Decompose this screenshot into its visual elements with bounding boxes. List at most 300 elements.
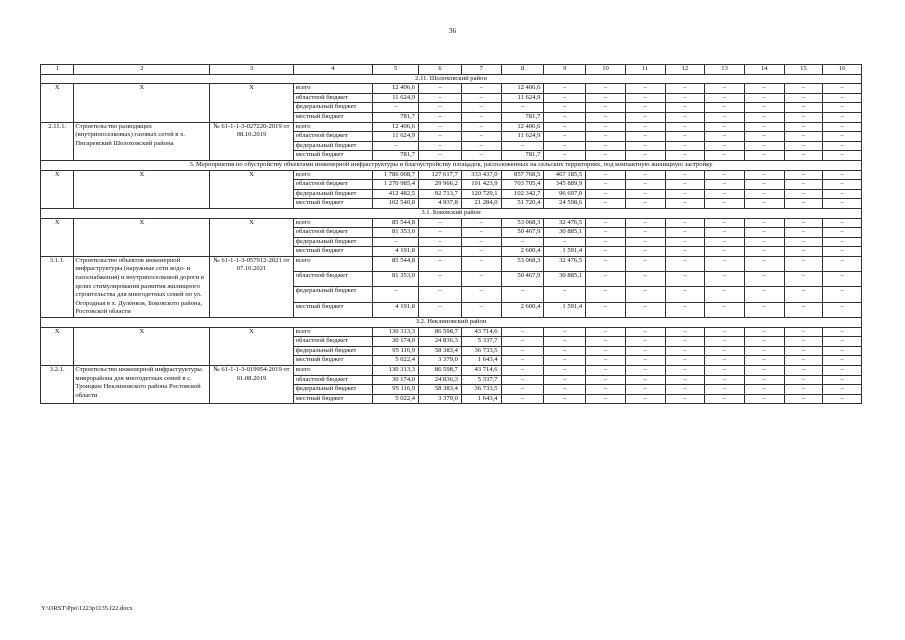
budget-value-cell: – xyxy=(586,394,626,404)
budget-value-cell: 24 836,3 xyxy=(419,337,462,347)
budget-value-cell: – xyxy=(823,180,862,190)
budget-value-cell: – xyxy=(705,84,745,94)
column-number-cell: 8 xyxy=(501,65,544,75)
budget-value-cell: – xyxy=(419,247,462,257)
budget-value-cell: – xyxy=(823,93,862,103)
budget-value-cell: – xyxy=(665,141,705,151)
budget-value-cell: – xyxy=(419,256,462,271)
budget-value-cell: – xyxy=(544,84,586,94)
budget-source-label: всего xyxy=(293,170,372,180)
budget-value-cell: – xyxy=(586,302,626,317)
item-description-cell: Х xyxy=(74,327,210,365)
budget-value-cell: – xyxy=(744,337,784,347)
budget-value-cell: – xyxy=(705,385,745,395)
item-number-cell: Х xyxy=(41,84,74,122)
budget-value-cell: – xyxy=(705,141,745,151)
budget-value-cell: – xyxy=(744,385,784,395)
budget-value-cell: – xyxy=(823,337,862,347)
column-number-cell: 6 xyxy=(419,65,462,75)
budget-value-cell: – xyxy=(544,141,586,151)
item-description-cell: Строительство объектов инженерной инфраструктуры (наружные сети водо- и газоснабжения) и внутрипоселковой дороги в целях стимулирования развития жилищного строительства для многодетных семей по ул. Огородная в х. Дуленков, Боковского района, Ростовской области xyxy=(74,256,210,317)
budget-value-cell: – xyxy=(823,272,862,287)
item-number-cell: Х xyxy=(41,170,74,208)
budget-value-cell: – xyxy=(705,132,745,142)
budget-value-cell: – xyxy=(784,366,823,376)
budget-value-cell: – xyxy=(544,93,586,103)
budget-value-cell: – xyxy=(784,256,823,271)
table-row xyxy=(41,366,862,376)
budget-value-cell: – xyxy=(501,385,544,395)
budget-value-cell: – xyxy=(784,272,823,287)
budget-value-cell: – xyxy=(461,272,501,287)
budget-value-cell: – xyxy=(744,237,784,247)
budget-value-cell: – xyxy=(823,302,862,317)
budget-value-cell: – xyxy=(744,375,784,385)
budget-value-cell: – xyxy=(784,346,823,356)
budget-value-cell: – xyxy=(544,356,586,366)
budget-value-cell: – xyxy=(544,366,586,376)
budget-value-cell: – xyxy=(544,122,586,132)
budget-value-cell: – xyxy=(461,256,501,271)
budget-value-cell: – xyxy=(544,327,586,337)
budget-value-cell: – xyxy=(705,287,745,302)
budget-source-label: областной бюджет xyxy=(293,132,372,142)
budget-value-cell: – xyxy=(823,287,862,302)
column-number-cell: 2 xyxy=(74,65,210,75)
budget-value-cell: 1 786 008,7 xyxy=(373,170,419,180)
budget-value-cell: – xyxy=(625,218,665,228)
budget-value-cell: – xyxy=(625,272,665,287)
budget-value-cell: – xyxy=(744,256,784,271)
budget-source-label: всего xyxy=(293,84,372,94)
budget-value-cell: 11 624,9 xyxy=(501,93,544,103)
budget-value-cell: – xyxy=(625,237,665,247)
budget-value-cell: – xyxy=(419,237,462,247)
budget-value-cell: 857 768,5 xyxy=(501,170,544,180)
budget-value-cell: – xyxy=(544,151,586,161)
budget-value-cell: – xyxy=(665,272,705,287)
table-row xyxy=(41,170,862,180)
budget-value-cell: – xyxy=(665,287,705,302)
budget-value-cell: – xyxy=(419,93,462,103)
budget-source-label: местный бюджет xyxy=(293,356,372,366)
budget-value-cell: 81 353,0 xyxy=(373,228,419,238)
budget-value-cell: – xyxy=(625,103,665,113)
budget-value-cell: – xyxy=(744,84,784,94)
budget-value-cell: – xyxy=(461,218,501,228)
budget-value-cell: – xyxy=(586,141,626,151)
column-number-cell: 9 xyxy=(544,65,586,75)
budget-value-cell: 11 624,9 xyxy=(373,93,419,103)
budget-value-cell: 130 313,3 xyxy=(373,327,419,337)
column-number-row xyxy=(41,65,862,75)
budget-value-cell: 24 598,6 xyxy=(544,199,586,209)
budget-value-cell: – xyxy=(419,122,462,132)
budget-value-cell: – xyxy=(625,385,665,395)
budget-value-cell: – xyxy=(419,218,462,228)
budget-value-cell: 127 617,7 xyxy=(419,170,462,180)
budget-value-cell: – xyxy=(665,346,705,356)
section-title-row xyxy=(41,160,862,170)
budget-value-cell: – xyxy=(744,394,784,404)
budget-value-cell: – xyxy=(501,375,544,385)
budget-value-cell: – xyxy=(784,199,823,209)
budget-value-cell: – xyxy=(419,103,462,113)
budget-value-cell: 43 714,6 xyxy=(461,366,501,376)
budget-value-cell: – xyxy=(461,112,501,122)
program-funding-table xyxy=(40,64,862,404)
budget-value-cell: – xyxy=(744,93,784,103)
budget-value-cell: 1 270 985,4 xyxy=(373,180,419,190)
budget-value-cell: – xyxy=(544,375,586,385)
budget-value-cell: – xyxy=(586,287,626,302)
budget-value-cell: – xyxy=(705,122,745,132)
item-description-cell: Строительство разводящих (внутрипоселковых) газовых сетей в х. Пигаревский Шолоховский района xyxy=(74,122,210,160)
budget-value-cell: – xyxy=(586,385,626,395)
section-title-row xyxy=(41,318,862,328)
budget-value-cell: 120 729,1 xyxy=(461,189,501,199)
budget-value-cell: – xyxy=(705,199,745,209)
budget-value-cell: 703 705,4 xyxy=(501,180,544,190)
budget-value-cell: – xyxy=(665,337,705,347)
budget-value-cell: – xyxy=(744,141,784,151)
budget-value-cell: – xyxy=(586,112,626,122)
budget-value-cell: 58 383,4 xyxy=(419,346,462,356)
column-number-cell: 15 xyxy=(784,65,823,75)
budget-value-cell: 32 476,5 xyxy=(544,256,586,271)
budget-value-cell: – xyxy=(544,112,586,122)
budget-value-cell: – xyxy=(419,287,462,302)
budget-value-cell: – xyxy=(744,272,784,287)
item-number-cell: Х xyxy=(41,327,74,365)
budget-value-cell: – xyxy=(461,141,501,151)
budget-value-cell: – xyxy=(419,228,462,238)
budget-value-cell: – xyxy=(705,189,745,199)
budget-value-cell: – xyxy=(625,287,665,302)
budget-value-cell: – xyxy=(625,199,665,209)
budget-value-cell: – xyxy=(784,112,823,122)
budget-value-cell: 1 591,4 xyxy=(544,302,586,317)
budget-value-cell: – xyxy=(744,356,784,366)
budget-value-cell: – xyxy=(665,385,705,395)
budget-value-cell: 781,7 xyxy=(501,151,544,161)
budget-value-cell: 36 733,5 xyxy=(461,385,501,395)
budget-value-cell: – xyxy=(586,84,626,94)
budget-value-cell: – xyxy=(823,327,862,337)
budget-value-cell: – xyxy=(665,103,705,113)
budget-value-cell: – xyxy=(665,218,705,228)
budget-value-cell: – xyxy=(665,84,705,94)
budget-value-cell: – xyxy=(823,122,862,132)
budget-value-cell: – xyxy=(544,237,586,247)
budget-value-cell: – xyxy=(744,228,784,238)
budget-value-cell: – xyxy=(544,103,586,113)
budget-value-cell: – xyxy=(373,287,419,302)
budget-source-label: всего xyxy=(293,122,372,132)
budget-value-cell: – xyxy=(705,228,745,238)
budget-value-cell: – xyxy=(823,141,862,151)
budget-value-cell: – xyxy=(625,151,665,161)
budget-value-cell: – xyxy=(625,189,665,199)
budget-value-cell: – xyxy=(586,247,626,257)
budget-value-cell: – xyxy=(744,112,784,122)
budget-value-cell: – xyxy=(705,93,745,103)
budget-source-label: федеральный бюджет xyxy=(293,189,372,199)
budget-value-cell: 21 284,0 xyxy=(461,199,501,209)
item-registration-cell: № 61-1-1-3-019954-2019 от 01.08.2019 xyxy=(210,366,294,404)
budget-source-label: областной бюджет xyxy=(293,180,372,190)
budget-value-cell: – xyxy=(784,189,823,199)
budget-source-label: областной бюджет xyxy=(293,228,372,238)
budget-source-label: областной бюджет xyxy=(293,93,372,103)
item-description-cell: Х xyxy=(74,170,210,208)
budget-value-cell: – xyxy=(744,346,784,356)
budget-value-cell: – xyxy=(784,151,823,161)
budget-value-cell: – xyxy=(373,103,419,113)
budget-value-cell: – xyxy=(665,132,705,142)
budget-value-cell: – xyxy=(744,189,784,199)
budget-value-cell: – xyxy=(419,272,462,287)
table-row xyxy=(41,122,862,132)
budget-value-cell: – xyxy=(784,180,823,190)
budget-value-cell: 12 406,6 xyxy=(501,122,544,132)
budget-value-cell: – xyxy=(586,199,626,209)
table-row xyxy=(41,327,862,337)
table-row xyxy=(41,218,862,228)
item-registration-cell: Х xyxy=(210,84,294,122)
budget-value-cell: – xyxy=(586,356,626,366)
budget-value-cell: – xyxy=(625,327,665,337)
budget-value-cell: – xyxy=(705,302,745,317)
budget-value-cell: – xyxy=(665,151,705,161)
item-number-cell: 3.1.1. xyxy=(41,256,74,317)
budget-value-cell: – xyxy=(705,218,745,228)
budget-value-cell: – xyxy=(784,170,823,180)
budget-value-cell: – xyxy=(823,170,862,180)
budget-value-cell: – xyxy=(419,132,462,142)
budget-value-cell: – xyxy=(501,356,544,366)
budget-value-cell: – xyxy=(586,237,626,247)
budget-value-cell: – xyxy=(823,218,862,228)
budget-value-cell: – xyxy=(461,132,501,142)
budget-value-cell: 24 836,3 xyxy=(419,375,462,385)
budget-value-cell: – xyxy=(665,122,705,132)
budget-value-cell: 4 191,8 xyxy=(373,247,419,257)
budget-value-cell: – xyxy=(419,84,462,94)
budget-value-cell: – xyxy=(823,84,862,94)
budget-value-cell: 412 482,5 xyxy=(373,189,419,199)
budget-value-cell: – xyxy=(625,366,665,376)
column-number-cell: 16 xyxy=(823,65,862,75)
budget-value-cell: – xyxy=(744,366,784,376)
column-number-cell: 14 xyxy=(744,65,784,75)
budget-value-cell: 130 313,3 xyxy=(373,366,419,376)
budget-value-cell: – xyxy=(544,132,586,142)
budget-value-cell: – xyxy=(784,103,823,113)
budget-value-cell: – xyxy=(665,366,705,376)
budget-value-cell: – xyxy=(461,287,501,302)
budget-value-cell: 1 643,4 xyxy=(461,394,501,404)
budget-value-cell: – xyxy=(744,218,784,228)
budget-value-cell: 5 337,7 xyxy=(461,375,501,385)
budget-value-cell: – xyxy=(373,141,419,151)
budget-value-cell: – xyxy=(461,151,501,161)
budget-value-cell: – xyxy=(625,394,665,404)
budget-source-label: федеральный бюджет xyxy=(293,237,372,247)
budget-value-cell: – xyxy=(461,122,501,132)
budget-value-cell: – xyxy=(586,346,626,356)
budget-value-cell: – xyxy=(461,84,501,94)
section-title: 3.1. Боковский район xyxy=(41,208,862,218)
budget-source-label: областной бюджет xyxy=(293,337,372,347)
budget-value-cell: – xyxy=(501,394,544,404)
budget-value-cell: 29 966,2 xyxy=(419,180,462,190)
budget-value-cell: 30 174,0 xyxy=(373,337,419,347)
table-body xyxy=(41,65,862,404)
budget-value-cell: – xyxy=(461,237,501,247)
budget-source-label: всего xyxy=(293,366,372,376)
item-registration-cell: № 61-1-1-3-057912-2021 от 07.10.2021 xyxy=(210,256,294,317)
budget-value-cell: 781,7 xyxy=(373,151,419,161)
budget-value-cell: – xyxy=(544,287,586,302)
budget-value-cell: – xyxy=(823,346,862,356)
budget-value-cell: 2 600,4 xyxy=(501,302,544,317)
budget-value-cell: 5 022,4 xyxy=(373,356,419,366)
budget-value-cell: – xyxy=(625,180,665,190)
budget-source-label: местный бюджет xyxy=(293,199,372,209)
file-path-footer: Y:\ORST\Ppo\1223p1135.f22.docx xyxy=(41,605,133,612)
budget-value-cell: – xyxy=(586,218,626,228)
budget-value-cell: 50 467,9 xyxy=(501,272,544,287)
budget-value-cell: 4 191,8 xyxy=(373,302,419,317)
budget-value-cell: – xyxy=(744,247,784,257)
budget-value-cell: – xyxy=(625,256,665,271)
budget-source-label: федеральный бюджет xyxy=(293,287,372,302)
budget-value-cell: – xyxy=(823,375,862,385)
table-row xyxy=(41,256,862,271)
budget-value-cell: – xyxy=(665,189,705,199)
budget-value-cell: – xyxy=(744,103,784,113)
budget-source-label: местный бюджет xyxy=(293,112,372,122)
budget-value-cell: – xyxy=(823,356,862,366)
budget-value-cell: – xyxy=(625,141,665,151)
budget-value-cell: – xyxy=(784,141,823,151)
budget-value-cell: 58 383,4 xyxy=(419,385,462,395)
budget-value-cell: 96 697,0 xyxy=(544,189,586,199)
item-registration-cell: № 61-1-1-3-027220-2019 от 08.10.2019 xyxy=(210,122,294,160)
budget-value-cell: – xyxy=(461,103,501,113)
budget-value-cell: – xyxy=(586,132,626,142)
budget-value-cell: – xyxy=(823,199,862,209)
item-registration-cell: Х xyxy=(210,170,294,208)
budget-value-cell: – xyxy=(744,287,784,302)
budget-source-label: областной бюджет xyxy=(293,375,372,385)
budget-value-cell: – xyxy=(705,337,745,347)
budget-value-cell: – xyxy=(461,228,501,238)
budget-value-cell: – xyxy=(544,394,586,404)
budget-value-cell: – xyxy=(823,366,862,376)
budget-value-cell: – xyxy=(705,180,745,190)
budget-value-cell: – xyxy=(665,228,705,238)
budget-value-cell: 345 889,9 xyxy=(544,180,586,190)
budget-source-label: федеральный бюджет xyxy=(293,141,372,151)
item-description-cell: Х xyxy=(74,218,210,256)
budget-value-cell: – xyxy=(705,366,745,376)
budget-value-cell: – xyxy=(625,375,665,385)
page-number: 36 xyxy=(449,27,456,35)
budget-value-cell: – xyxy=(744,132,784,142)
budget-value-cell: – xyxy=(461,302,501,317)
budget-value-cell: – xyxy=(823,394,862,404)
budget-value-cell: – xyxy=(586,93,626,103)
budget-value-cell: – xyxy=(586,122,626,132)
budget-value-cell: – xyxy=(705,103,745,113)
budget-value-cell: – xyxy=(705,256,745,271)
budget-value-cell: – xyxy=(625,247,665,257)
budget-value-cell: 333 437,0 xyxy=(461,170,501,180)
budget-value-cell: – xyxy=(544,385,586,395)
budget-value-cell: – xyxy=(625,93,665,103)
budget-value-cell: – xyxy=(784,327,823,337)
budget-value-cell: – xyxy=(784,228,823,238)
budget-value-cell: – xyxy=(625,132,665,142)
budget-value-cell: – xyxy=(501,366,544,376)
budget-value-cell: 36 733,5 xyxy=(461,346,501,356)
budget-source-label: федеральный бюджет xyxy=(293,346,372,356)
budget-value-cell: – xyxy=(625,84,665,94)
budget-value-cell: – xyxy=(823,237,862,247)
budget-value-cell: – xyxy=(586,375,626,385)
budget-value-cell: 191 423,9 xyxy=(461,180,501,190)
budget-value-cell: 32 476,5 xyxy=(544,218,586,228)
item-number-cell: 2.11.1. xyxy=(41,122,74,160)
budget-value-cell: – xyxy=(744,151,784,161)
budget-value-cell: – xyxy=(419,141,462,151)
budget-value-cell: – xyxy=(625,302,665,317)
budget-value-cell: 467 185,5 xyxy=(544,170,586,180)
budget-value-cell: – xyxy=(625,122,665,132)
budget-value-cell: – xyxy=(705,170,745,180)
budget-value-cell: 86 598,7 xyxy=(419,366,462,376)
budget-value-cell: – xyxy=(744,302,784,317)
budget-source-label: местный бюджет xyxy=(293,394,372,404)
budget-value-cell: – xyxy=(586,366,626,376)
budget-source-label: местный бюджет xyxy=(293,247,372,257)
budget-value-cell: 30 174,0 xyxy=(373,375,419,385)
budget-value-cell: – xyxy=(784,132,823,142)
budget-value-cell: – xyxy=(665,247,705,257)
budget-value-cell: – xyxy=(705,112,745,122)
budget-value-cell: – xyxy=(823,228,862,238)
budget-value-cell: 86 598,7 xyxy=(419,327,462,337)
budget-value-cell: – xyxy=(705,375,745,385)
section-title: 3. Мероприятия по обустройству объектами инженерной инфраструктуры и благоустройству площадок, расположенных на сельских территориях, под компактную жилищную застройку xyxy=(41,160,862,170)
budget-value-cell: 30 885,1 xyxy=(544,272,586,287)
budget-value-cell: – xyxy=(625,170,665,180)
budget-value-cell: – xyxy=(544,337,586,347)
column-number-cell: 12 xyxy=(665,65,705,75)
budget-value-cell: – xyxy=(544,346,586,356)
budget-value-cell: 102 342,7 xyxy=(501,189,544,199)
budget-value-cell: – xyxy=(665,180,705,190)
column-number-cell: 1 xyxy=(41,65,74,75)
budget-value-cell: – xyxy=(784,122,823,132)
budget-value-cell: 85 544,8 xyxy=(373,218,419,228)
budget-value-cell: – xyxy=(625,356,665,366)
budget-value-cell: – xyxy=(586,189,626,199)
budget-source-label: местный бюджет xyxy=(293,302,372,317)
item-description-cell: Строительство инженерной инфраструктуры микрорайона для многодетных семей в с. Троицкое Неклиновского района Ростовской области xyxy=(74,366,210,404)
